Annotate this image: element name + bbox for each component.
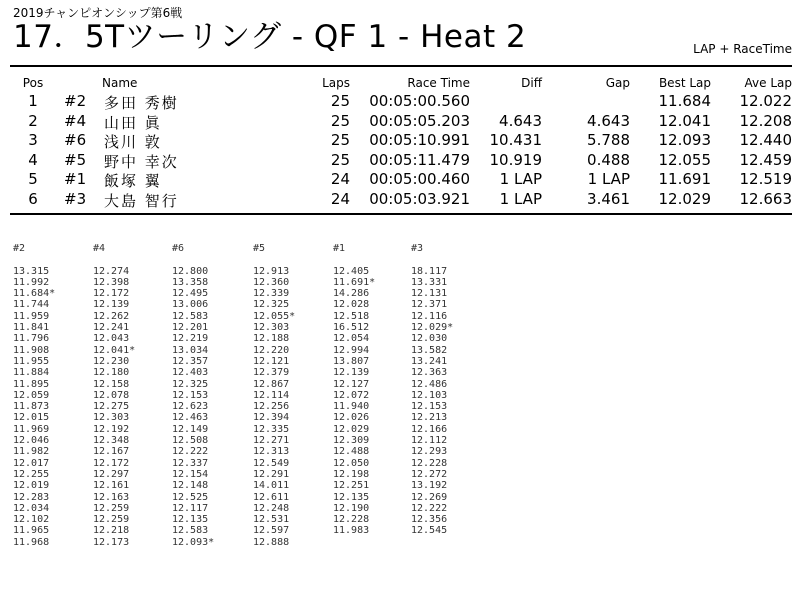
- race-time: 00:05:00.460: [369, 170, 470, 188]
- race-time: 00:05:03.921: [369, 189, 470, 208]
- best-lap: 12.055: [658, 150, 711, 169]
- car-number: #2: [64, 92, 87, 110]
- laps: 24: [330, 170, 350, 188]
- lap-time: 13.006: [172, 299, 209, 311]
- lap-time: 12.360: [253, 276, 290, 288]
- best-lap: 12.093: [658, 131, 711, 149]
- result-row: [0, 170, 800, 190]
- lap-time: 12.041*: [93, 344, 136, 356]
- lap-time: 12.313: [253, 446, 290, 458]
- position: 6: [28, 189, 38, 208]
- lap-time: 14.011: [253, 480, 290, 492]
- lap-time: 12.297: [93, 468, 130, 480]
- best-lap: 11.684: [658, 92, 711, 110]
- lap-time: 11.983: [333, 525, 370, 537]
- result-row: [0, 151, 800, 171]
- lap-time: 12.269: [411, 491, 448, 503]
- lap-time: 11.908: [13, 344, 50, 356]
- position: 5: [28, 170, 38, 188]
- lap-time: 12.015: [13, 412, 50, 424]
- lap-time: 11.895: [13, 378, 50, 390]
- lap-column: [93, 243, 173, 548]
- lap-time: 12.291: [253, 468, 290, 480]
- lap-time: 12.172: [93, 288, 130, 300]
- lap-time: 12.059: [13, 389, 50, 401]
- driver-name: 野中 幸次: [104, 152, 179, 171]
- event-subtitle: 2019チャンピオンシップ第6戦: [13, 6, 183, 20]
- position: 1: [28, 92, 38, 110]
- lap-column: [333, 243, 413, 537]
- lap-time: 12.117: [172, 502, 209, 514]
- lap-time: 13.358: [172, 276, 209, 288]
- lap-time: 12.379: [253, 367, 290, 379]
- lap-time: 12.219: [172, 333, 209, 345]
- lap-time: 11.691*: [333, 276, 376, 288]
- driver-name: 山田 眞: [104, 113, 162, 132]
- header-ave-lap: Ave Lap: [744, 76, 792, 90]
- lap-time: 12.488: [333, 446, 370, 458]
- lap-time: 12.029: [333, 423, 370, 435]
- lap-time: 12.228: [411, 457, 448, 469]
- spacer: [172, 254, 252, 265]
- car-number: #5: [64, 150, 87, 169]
- lap-time: 12.508: [172, 435, 209, 447]
- header-laps: Laps: [322, 76, 350, 90]
- ave-lap: 12.519: [739, 170, 792, 188]
- lap-time: 12.888: [253, 536, 290, 548]
- spacer: [411, 254, 491, 265]
- lap-time: 12.093*: [172, 536, 215, 548]
- position: 4: [28, 150, 38, 169]
- lap-time: 11.684*: [13, 288, 56, 300]
- result-row: [0, 131, 800, 151]
- lap-time: 11.969: [13, 423, 50, 435]
- lap-time: 12.259: [93, 502, 130, 514]
- lap-time: 12.545: [411, 525, 448, 537]
- lap-time: 12.867: [253, 378, 290, 390]
- lap-time: 12.303: [93, 412, 130, 424]
- driver-name: 大島 智行: [104, 191, 179, 210]
- lap-time: 12.271: [253, 435, 290, 447]
- lap-time: 12.348: [93, 435, 130, 447]
- lap-time: 12.220: [253, 344, 290, 356]
- lap-time: 12.525: [172, 491, 209, 503]
- lap-time: 11.841: [13, 322, 50, 334]
- header-race-time: Race Time: [407, 76, 470, 90]
- lap-time: 12.549: [253, 457, 290, 469]
- lap-time: 12.167: [93, 446, 130, 458]
- results-header-row: [0, 76, 800, 92]
- driver-name: 多田 秀樹: [104, 94, 179, 112]
- lap-time: 12.153: [411, 401, 448, 413]
- lap-time: 12.103: [411, 389, 448, 401]
- race-time: 00:05:00.560: [369, 92, 470, 110]
- lap-column: [253, 243, 333, 548]
- lap-time: 12.116: [411, 310, 448, 322]
- lap-time: 12.218: [93, 525, 130, 537]
- lap-time: 12.251: [333, 480, 370, 492]
- lap-time: 12.180: [93, 367, 130, 379]
- lap-time: 11.959: [13, 310, 50, 322]
- gap: 1 LAP: [587, 170, 630, 188]
- lap-column-car: #5: [253, 243, 266, 254]
- diff: 1 LAP: [499, 170, 542, 188]
- gap: 5.788: [587, 131, 630, 149]
- lap-time: 12.337: [172, 457, 209, 469]
- lap-column: [172, 243, 252, 548]
- lap-time: 12.153: [172, 389, 209, 401]
- lap-time: 12.192: [93, 423, 130, 435]
- car-number: #6: [64, 131, 87, 149]
- lap-column-car: #4: [93, 243, 106, 254]
- lap-time: 12.222: [411, 502, 448, 514]
- gap: 0.488: [587, 150, 630, 169]
- lap-time: 12.283: [13, 491, 50, 503]
- lap-time: 12.363: [411, 367, 448, 379]
- lap-column: [13, 243, 93, 548]
- best-lap: 11.691: [658, 170, 711, 188]
- lap-column-car: #2: [13, 243, 26, 254]
- lap-time: 12.303: [253, 322, 290, 334]
- lap-time: 12.495: [172, 288, 209, 300]
- lap-time: 12.139: [333, 367, 370, 379]
- laps: 25: [330, 150, 350, 169]
- lap-time: 12.148: [172, 480, 209, 492]
- header-diff: Diff: [521, 76, 542, 90]
- driver-name: 飯塚 翼: [104, 172, 162, 190]
- gap: 4.643: [587, 111, 630, 130]
- lap-time: 12.611: [253, 491, 290, 503]
- lap-time: 12.293: [411, 446, 448, 458]
- lap-time: 12.272: [411, 468, 448, 480]
- header-name: Name: [102, 76, 138, 90]
- lap-time: 12.114: [253, 389, 290, 401]
- lap-time: 12.325: [172, 378, 209, 390]
- race-time: 00:05:10.991: [369, 131, 470, 149]
- lap-time: 13.807: [333, 355, 370, 367]
- lap-time: 16.512: [333, 322, 370, 334]
- diff: 10.919: [489, 150, 542, 169]
- laps: 24: [330, 189, 350, 208]
- lap-column-car: #6: [172, 243, 185, 254]
- lap-time: 11.965: [13, 525, 50, 537]
- header-gap: Gap: [605, 76, 630, 90]
- lap-time: 12.335: [253, 423, 290, 435]
- laps: 25: [330, 111, 350, 130]
- spacer: [93, 254, 173, 265]
- lap-time: 12.046: [13, 435, 50, 447]
- lap-column-car: #3: [411, 243, 424, 254]
- ave-lap: 12.440: [739, 131, 792, 149]
- lap-time: 12.222: [172, 446, 209, 458]
- laps: 25: [330, 92, 350, 110]
- lap-time: 13.241: [411, 355, 448, 367]
- lap-time: 11.955: [13, 355, 50, 367]
- diff: 10.431: [489, 131, 542, 149]
- lap-time: 12.161: [93, 480, 130, 492]
- lap-time: 12.371: [411, 299, 448, 311]
- diff: 4.643: [499, 111, 542, 130]
- lap-time: 12.172: [93, 457, 130, 469]
- lap-time: 12.017: [13, 457, 50, 469]
- lap-time: 12.913: [253, 265, 290, 277]
- lap-time: 12.166: [411, 423, 448, 435]
- lap-column: [411, 243, 491, 537]
- lap-time: 13.582: [411, 344, 448, 356]
- header-pos: Pos: [22, 76, 44, 90]
- diff: 1 LAP: [499, 189, 542, 208]
- lap-time: 12.405: [333, 265, 370, 277]
- spacer: [253, 254, 333, 265]
- lap-time: 14.286: [333, 288, 370, 300]
- race-time: 00:05:11.479: [369, 150, 470, 169]
- lap-time: 12.228: [333, 514, 370, 526]
- lap-time: 12.597: [253, 525, 290, 537]
- result-row: [0, 112, 800, 132]
- lap-time: 12.043: [93, 333, 130, 345]
- lap-time: 12.034: [13, 502, 50, 514]
- lap-time: 12.154: [172, 468, 209, 480]
- lap-time: 12.055*: [253, 310, 296, 322]
- driver-name: 浅川 敦: [104, 133, 162, 151]
- page-title: 17．5Tツーリング - QF 1 - Heat 2: [13, 19, 527, 55]
- gap: 3.461: [587, 189, 630, 208]
- lap-time: 11.982: [13, 446, 50, 458]
- lap-time: 12.127: [333, 378, 370, 390]
- lap-time: 13.315: [13, 265, 50, 277]
- lap-time: 12.259: [93, 514, 130, 526]
- lap-time: 12.026: [333, 412, 370, 424]
- lap-time: 12.275: [93, 401, 130, 413]
- lap-time: 12.201: [172, 322, 209, 334]
- lap-time: 12.213: [411, 412, 448, 424]
- position: 3: [28, 131, 38, 149]
- lap-time: 12.463: [172, 412, 209, 424]
- lap-time: 12.131: [411, 288, 448, 300]
- lap-time: 12.241: [93, 322, 130, 334]
- lap-time: 18.117: [411, 265, 448, 277]
- ave-lap: 12.208: [739, 111, 792, 130]
- lap-time: 12.135: [172, 514, 209, 526]
- lap-time: 12.325: [253, 299, 290, 311]
- car-number: #4: [64, 111, 87, 130]
- lap-time: 12.255: [13, 468, 50, 480]
- lap-time: 12.339: [253, 288, 290, 300]
- header-best-lap: Best Lap: [658, 76, 711, 90]
- lap-time: 12.994: [333, 344, 370, 356]
- lap-time: 12.398: [93, 276, 130, 288]
- spacer: [333, 254, 413, 265]
- laps: 25: [330, 131, 350, 149]
- lap-time: 12.583: [172, 525, 209, 537]
- lap-time: 13.192: [411, 480, 448, 492]
- lap-time: 11.968: [13, 536, 50, 548]
- results-table: [0, 76, 800, 209]
- lap-time: 12.800: [172, 265, 209, 277]
- lap-time: 11.884: [13, 367, 50, 379]
- lap-time: 12.019: [13, 480, 50, 492]
- lap-time: 12.163: [93, 491, 130, 503]
- position: 2: [28, 111, 38, 130]
- lap-time: 11.796: [13, 333, 50, 345]
- best-lap: 12.029: [658, 189, 711, 208]
- lap-time: 12.198: [333, 468, 370, 480]
- lap-time: 12.230: [93, 355, 130, 367]
- header-rule: [10, 65, 792, 67]
- lap-time: 12.309: [333, 435, 370, 447]
- car-number: #3: [64, 189, 87, 208]
- lap-time: 12.139: [93, 299, 130, 311]
- lap-time: 12.274: [93, 265, 130, 277]
- lap-time: 12.102: [13, 514, 50, 526]
- result-row: [0, 92, 800, 112]
- lap-time: 12.121: [253, 355, 290, 367]
- lap-time: 12.248: [253, 502, 290, 514]
- lap-time: 12.518: [333, 310, 370, 322]
- lap-time: 12.256: [253, 401, 290, 413]
- results-bottom-rule: [10, 213, 792, 215]
- lap-time: 12.357: [172, 355, 209, 367]
- car-number: #1: [64, 170, 87, 188]
- lap-time: 12.158: [93, 378, 130, 390]
- lap-time: 12.403: [172, 367, 209, 379]
- lap-time: 11.873: [13, 401, 50, 413]
- report-mode-label: LAP + RaceTime: [693, 42, 792, 56]
- lap-time: 12.394: [253, 412, 290, 424]
- lap-time: 12.029*: [411, 322, 454, 334]
- lap-time: 12.623: [172, 401, 209, 413]
- race-time: 00:05:05.203: [369, 111, 470, 130]
- lap-time: 12.078: [93, 389, 130, 401]
- lap-time: 12.050: [333, 457, 370, 469]
- spacer: [13, 254, 93, 265]
- lap-time: 12.135: [333, 491, 370, 503]
- result-row: [0, 190, 800, 210]
- lap-time: 12.173: [93, 536, 130, 548]
- ave-lap: 12.022: [739, 92, 792, 110]
- lap-time: 13.034: [172, 344, 209, 356]
- lap-column-car: #1: [333, 243, 346, 254]
- lap-time: 12.149: [172, 423, 209, 435]
- lap-time: 12.072: [333, 389, 370, 401]
- lap-time: 12.028: [333, 299, 370, 311]
- lap-time: 12.054: [333, 333, 370, 345]
- lap-time: 12.531: [253, 514, 290, 526]
- lap-time: 13.331: [411, 276, 448, 288]
- best-lap: 12.041: [658, 111, 711, 130]
- lap-time: 12.112: [411, 435, 448, 447]
- lap-time: 12.262: [93, 310, 130, 322]
- ave-lap: 12.663: [739, 189, 792, 208]
- lap-time: 12.190: [333, 502, 370, 514]
- lap-time: 11.940: [333, 401, 370, 413]
- lap-time: 12.583: [172, 310, 209, 322]
- lap-time: 11.992: [13, 276, 50, 288]
- lap-time: 12.486: [411, 378, 448, 390]
- lap-time: 12.188: [253, 333, 290, 345]
- lap-time: 12.356: [411, 514, 448, 526]
- lap-time: 12.030: [411, 333, 448, 345]
- ave-lap: 12.459: [739, 150, 792, 169]
- lap-time: 11.744: [13, 299, 50, 311]
